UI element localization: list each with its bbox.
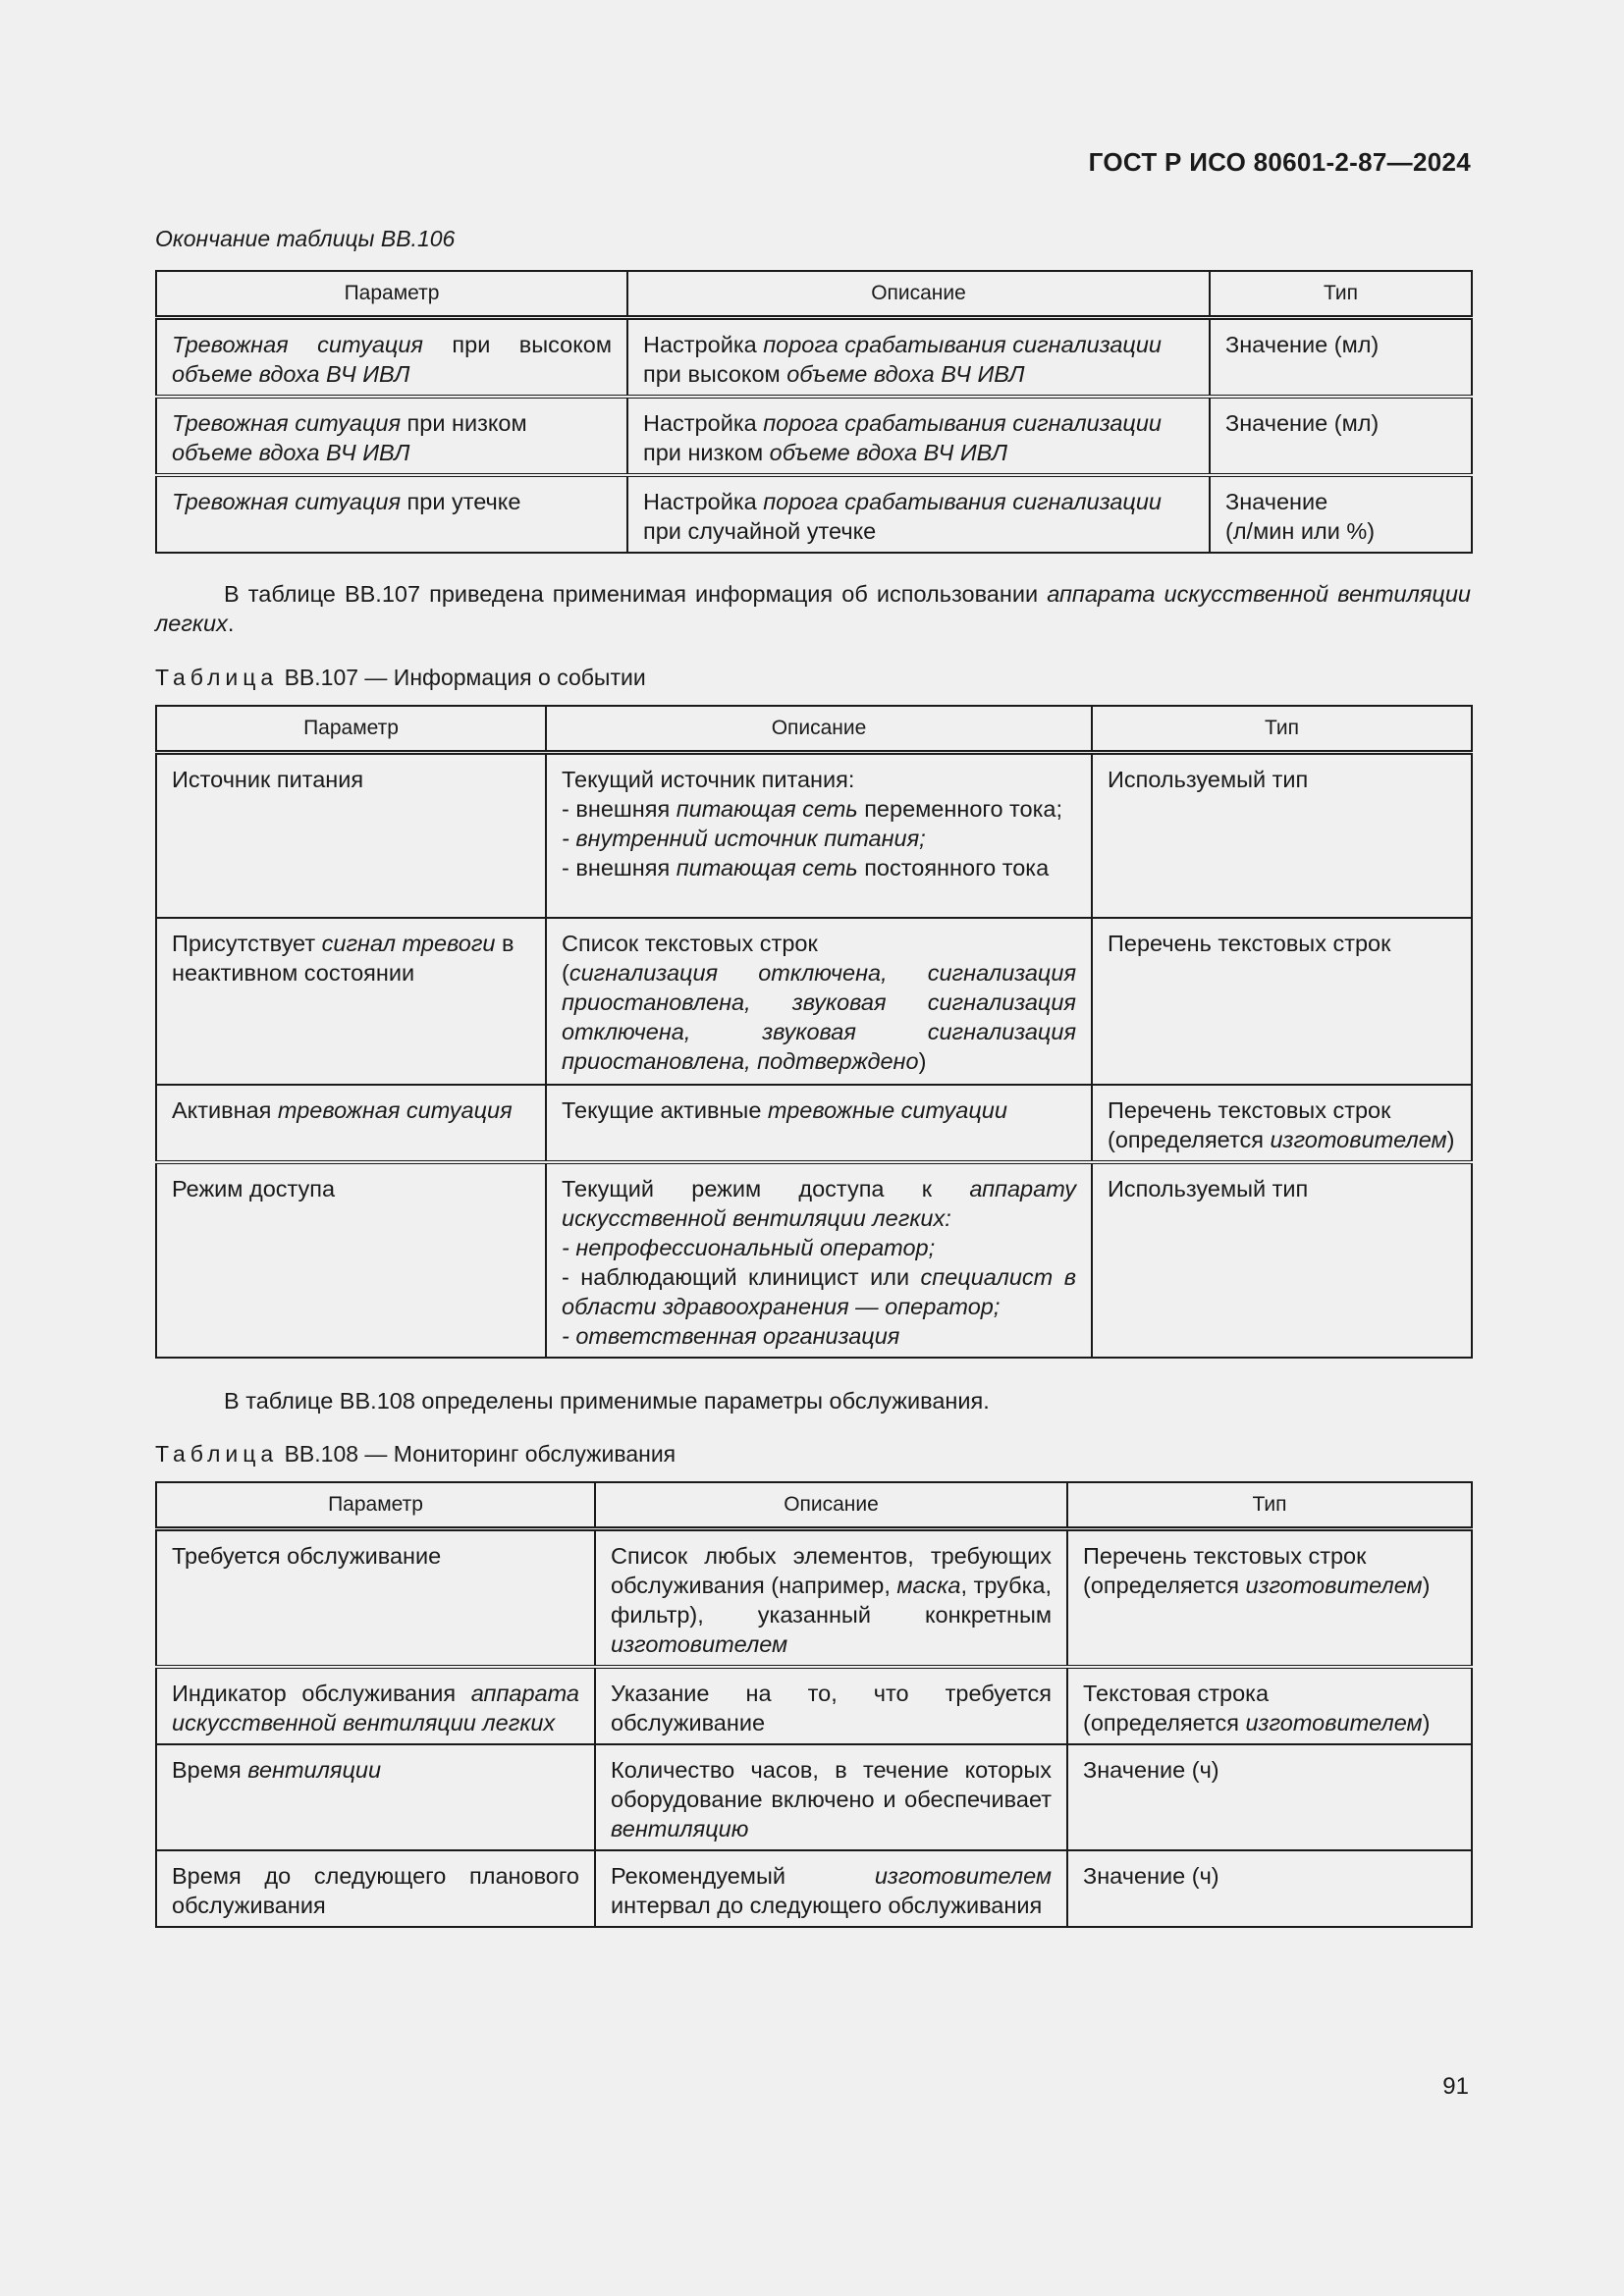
column-header-param: Параметр <box>156 706 546 753</box>
page-number: 91 <box>1442 2073 1469 2100</box>
table-row <box>156 1667 1472 1744</box>
cell-desc: Список любых элементов, требующих обслуживания (например, маска, трубка, фильтр), указанный конкретным изготовителем <box>595 1529 1067 1668</box>
cell-param: Активная тревожная ситуация <box>156 1085 546 1162</box>
paragraph-table108-intro: В таблице ВВ.108 определены применимые параметры обслуживания. <box>224 1388 990 1414</box>
column-header-param: Параметр <box>156 1482 595 1529</box>
cell-param: Время до следующего планового обслуживания <box>156 1850 595 1927</box>
table-row <box>156 918 1472 1085</box>
cell-desc: Настройка порога срабатывания сигнализации при высоком объеме вдоха ВЧ ИВЛ <box>627 318 1210 398</box>
paragraph-table107-intro: В таблице ВВ.107 приведена применимая информация об использовании аппарата искусственной вентиляции легких. <box>155 581 1471 636</box>
table-row <box>156 397 1472 475</box>
cell-param: Индикатор обслуживания аппарата искусственной вентиляции легких <box>156 1667 595 1744</box>
table-row <box>156 1850 1472 1927</box>
cell-param: Присутствует сигнал тревоги в неактивном состоянии <box>156 918 546 1085</box>
cell-type: Значение (мл) <box>1210 318 1472 398</box>
table108 <box>155 1481 1473 1928</box>
column-header-desc: Описание <box>627 271 1210 318</box>
table-row <box>156 1085 1472 1162</box>
cell-desc: Количество часов, в течение которых оборудование включено и обеспечивает вентиляцию <box>595 1744 1067 1850</box>
standard-header: ГОСТ Р ИСО 80601-2-87—2024 <box>1088 147 1471 177</box>
cell-type: Значение (ч) <box>1067 1744 1472 1850</box>
table-row <box>156 475 1472 553</box>
cell-param: Требуется обслуживание <box>156 1529 595 1668</box>
cell-type: Значение (ч) <box>1067 1850 1472 1927</box>
column-header-type: Тип <box>1067 1482 1472 1529</box>
cell-param: Источник питания <box>156 753 546 918</box>
cell-type: Используемый тип <box>1092 1162 1472 1358</box>
cell-desc: Настройка порога срабатывания сигнализации при низком объеме вдоха ВЧ ИВЛ <box>627 397 1210 475</box>
column-header-desc: Описание <box>595 1482 1067 1529</box>
column-header-type: Тип <box>1092 706 1472 753</box>
table-row <box>156 753 1472 918</box>
cell-type: Перечень текстовых строк (определяется изготовителем) <box>1067 1529 1472 1668</box>
column-header-param: Параметр <box>156 271 627 318</box>
table108-caption: Таблица ВВ.108 — Мониторинг обслуживания <box>155 1441 677 1467</box>
cell-type: Значение (мл) <box>1210 397 1472 475</box>
table-header-row <box>156 1482 1472 1529</box>
cell-type: Перечень текстовых строк <box>1092 918 1472 1085</box>
cell-type: Используемый тип <box>1092 753 1472 918</box>
table-row <box>156 318 1472 398</box>
table-row <box>156 1744 1472 1850</box>
table106 <box>155 270 1473 554</box>
table107-caption: Таблица ВВ.107 — Информация о событии <box>155 665 646 690</box>
cell-desc: Список текстовых строк (сигнализация отключена, сигнализация приостановлена, звуковая сигнализация отключена, звуковая сигнализация приостановлена, подтверждено) <box>546 918 1092 1085</box>
cell-desc: Текущие активные тревожные ситуации <box>546 1085 1092 1162</box>
cell-param: Режим доступа <box>156 1162 546 1358</box>
cell-desc: Указание на то, что требуется обслуживание <box>595 1667 1067 1744</box>
cell-desc: Текущий источник питания: - внешняя питающая сеть переменного тока; - внутренний источник питания; - внешняя питающая сеть постоянного тока <box>546 753 1092 918</box>
cell-param: Тревожная ситуация при утечке <box>156 475 627 553</box>
table-row <box>156 1162 1472 1358</box>
cell-param: Тревожная ситуация при низком объеме вдоха ВЧ ИВЛ <box>156 397 627 475</box>
table-header-row <box>156 706 1472 753</box>
cell-param: Время вентиляции <box>156 1744 595 1850</box>
cell-desc: Настройка порога срабатывания сигнализации при случайной утечке <box>627 475 1210 553</box>
cell-desc: Текущий режим доступа к аппарату искусственной вентиляции легких: - непрофессиональный оператор; - наблюдающий клиницист или специалист в области здравоохранения — оператор; - ответственная организация <box>546 1162 1092 1358</box>
column-header-type: Тип <box>1210 271 1472 318</box>
table-row <box>156 1529 1472 1668</box>
cell-desc: Рекомендуемый изготовителем интервал до следующего обслуживания <box>595 1850 1067 1927</box>
table106-caption: Окончание таблицы ВВ.106 <box>155 226 456 251</box>
cell-type: Перечень текстовых строк (определяется изготовителем) <box>1092 1085 1472 1162</box>
cell-param: Тревожная ситуация при высоком объеме вдоха ВЧ ИВЛ <box>156 318 627 398</box>
cell-type: Текстовая строка (определяется изготовителем) <box>1067 1667 1472 1744</box>
table107 <box>155 705 1473 1359</box>
column-header-desc: Описание <box>546 706 1092 753</box>
table-header-row <box>156 271 1472 318</box>
cell-type: Значение (л/мин или %) <box>1210 475 1472 553</box>
